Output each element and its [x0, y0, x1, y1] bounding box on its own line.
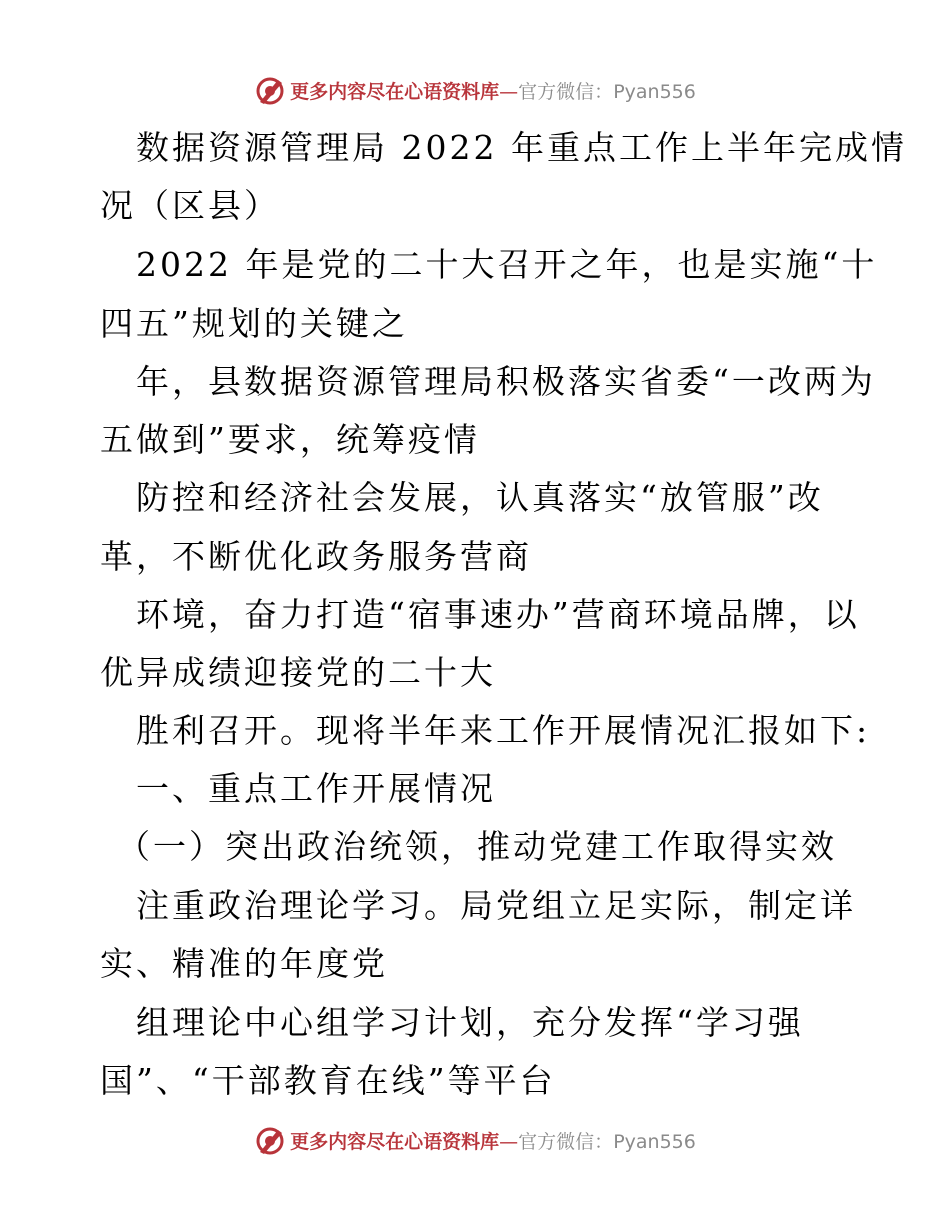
doc-section-heading: 一、重点工作开展情况 — [136, 769, 496, 808]
doc-title-line-2: 况（区县） — [100, 186, 280, 225]
banner-official-label: 官方微信： — [518, 80, 614, 103]
doc-paragraph-line: 环境，奋力打造“宿事速办”营商环境品牌，以 — [136, 595, 860, 634]
doc-subsection-heading: （一）突出政治统领，推动党建工作取得实效 — [117, 827, 837, 866]
banner-wechat-id: Pyan556 — [613, 80, 696, 103]
doc-paragraph-line: 防控和经济社会发展，认真落实“放管服”改 — [136, 478, 824, 517]
pen-logo-icon — [254, 1124, 286, 1156]
doc-paragraph-line: 革，不断优化政务服务营商 — [100, 537, 532, 576]
banner-official-label: 官方微信： — [518, 1130, 614, 1153]
doc-paragraph-line: 国”、“干部教育在线”等平台 — [100, 1061, 556, 1100]
doc-paragraph-line: 胜利召开。现将半年来工作开展情况汇报如下: — [136, 711, 871, 750]
doc-paragraph-line: 组理论中心组学习计划，充分发挥“学习强 — [136, 1003, 804, 1042]
banner-text — [290, 77, 696, 104]
banner-site-text: 更多内容尽在心语资料库 — [290, 80, 500, 103]
doc-paragraph-line: 优异成绩迎接党的二十大 — [100, 653, 496, 692]
banner-separator: — — [499, 1130, 519, 1153]
banner-text — [290, 1127, 696, 1154]
pen-logo-icon — [254, 74, 286, 106]
doc-paragraph-line: 五做到”要求，统筹疫情 — [100, 420, 480, 459]
banner-separator: — — [499, 80, 519, 103]
doc-paragraph-line: 年，县数据资源管理局积极落实省委“一改两为 — [136, 362, 876, 401]
doc-paragraph-line: 注重政治理论学习。局党组立足实际，制定详 — [136, 886, 856, 925]
footer-watermark-banner — [0, 1122, 950, 1158]
doc-title-line-1: 数据资源管理局 2022 年重点工作上半年完成情 — [136, 128, 907, 167]
banner-site-text: 更多内容尽在心语资料库 — [290, 1130, 500, 1153]
doc-paragraph-line: 实、精准的年度党 — [100, 944, 388, 983]
doc-paragraph-line: 2022 年是党的二十大召开之年，也是实施“十 — [136, 245, 878, 284]
header-watermark-banner — [0, 72, 950, 108]
banner-wechat-id: Pyan556 — [613, 1130, 696, 1153]
doc-paragraph-line: 四五”规划的关键之 — [100, 304, 408, 343]
